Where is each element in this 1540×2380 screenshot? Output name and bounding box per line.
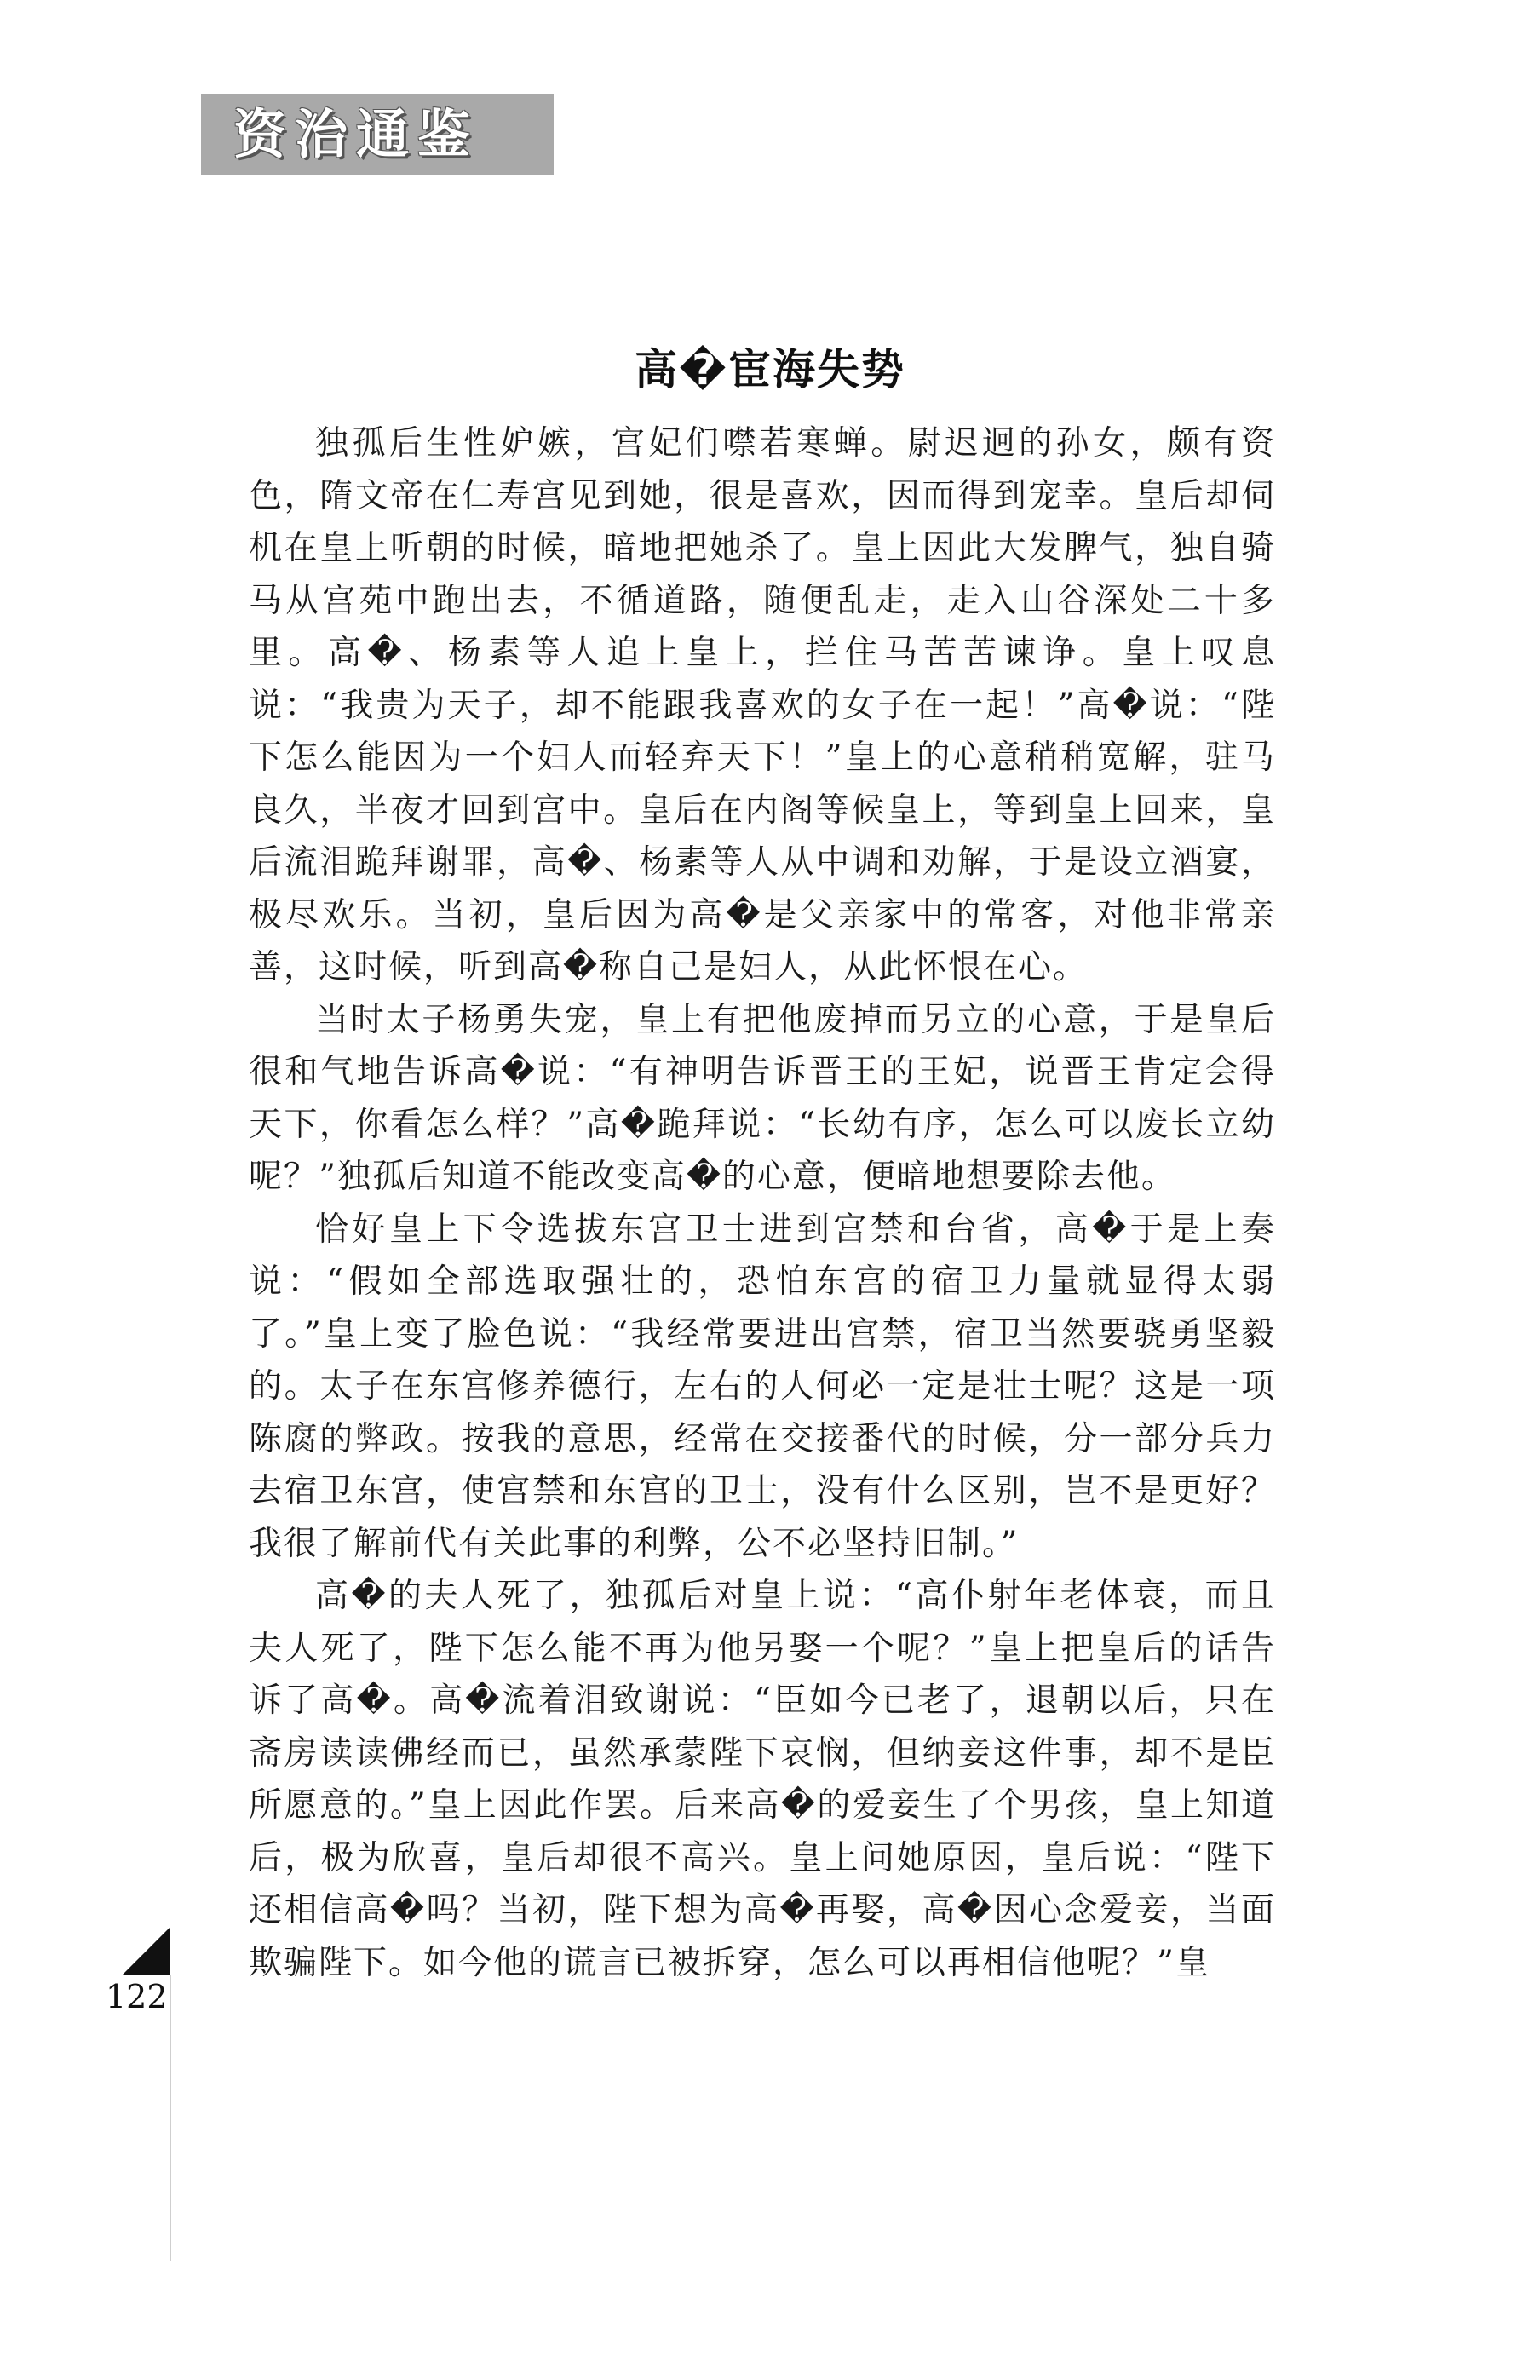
- book-title-banner: [201, 94, 554, 175]
- paragraph: 恰好皇上下令选拔东宫卫士进到宫禁和台省，高�于是上奏说：“假如全部选取强壮的，恐怕东宫的宿卫力量就显得太弱了。”皇上变了脸色说：“我经常要进出宫禁，宿卫当然要骁勇坚毅的。太子在东宫修养德行，左右的人何必一定是壮士呢？这是一项陈腐的弊政。按我的意思，经常在交接番代的时候，分一部分兵力去宿卫东宫，使宫禁和东宫的卫士，没有什么区别，岂不是更好？我很了解前代有关此事的利弊，公不必坚持旧制。”: [249, 1210, 1276, 1563]
- chapter-title: 高�宦海失势: [635, 344, 905, 394]
- book-title: 资治通鉴: [233, 103, 480, 165]
- paragraph: 独孤后生性妒嫉，宫妃们噤若寒蝉。尉迟迥的孙女，颇有资色，隋文帝在仁寿宫见到她，很是喜欢，因而得到宠幸。皇后却伺机在皇上听朝的时候，暗地把她杀了。皇上因此大发脾气，独自骑马从宫苑中跑出去，不循道路，随便乱走，走入山谷深处二十多里。高�、杨素等人追上皇上，拦住马苦苦谏诤。皇上叹息说：“我贵为天子，却不能跟我喜欢的女子在一起！”高�说：“陛下怎么能因为一个妇人而轻弃天下！”皇上的心意稍稍宽解，驻马良久，半夜才回到宫中。皇后在内阁等候皇上，等到皇上回来，皇后流泪跪拜谢罪，高�、杨素等人从中调和劝解，于是设立酒宴，极尽欢乐。当初，皇后因为高�是父亲家中的常客，对他非常亲善，这时候，听到高�称自己是妇人，从此怀恨在心。: [249, 424, 1276, 986]
- paragraph: 高�的夫人死了，独孤后对皇上说：“高仆射年老体衰，而且夫人死了，陛下怎么能不再为他另娶一个呢？”皇上把皇后的话告诉了高�。高�流着泪致谢说：“臣如今已老了，退朝以后，只在斋房读读佛经而已，虽然承蒙陛下哀悯，但纳妾这件事，却不是臣所愿意的。”皇上因此作罢。后来高�的爱妾生了个男孩，皇上知道后，极为欣喜，皇后却很不高兴。皇上问她原因，皇后说：“陛下还相信高�吗？当初，陛下想为高�再娶，高�因心念爱妾，当面欺骗陛下。如今他的谎言已被拆穿，怎么可以再相信他呢？”皇: [249, 1577, 1276, 1982]
- body-text: [249, 417, 1276, 1989]
- page-number: 122: [106, 1978, 168, 2015]
- paragraph: 当时太子杨勇失宠，皇上有把他废掉而另立的心意，于是皇后很和气地告诉高�说：“有神明告诉晋王的王妃，说晋王肯定会得天下，你看怎么样？”高�跪拜说：“长幼有序，怎么可以废长立幼呢？”独孤后知道不能改变高�的心意，便暗地想要除去他。: [249, 1000, 1276, 1196]
- margin-rule: [170, 1975, 171, 2261]
- page-corner-triangle: [123, 1927, 170, 1975]
